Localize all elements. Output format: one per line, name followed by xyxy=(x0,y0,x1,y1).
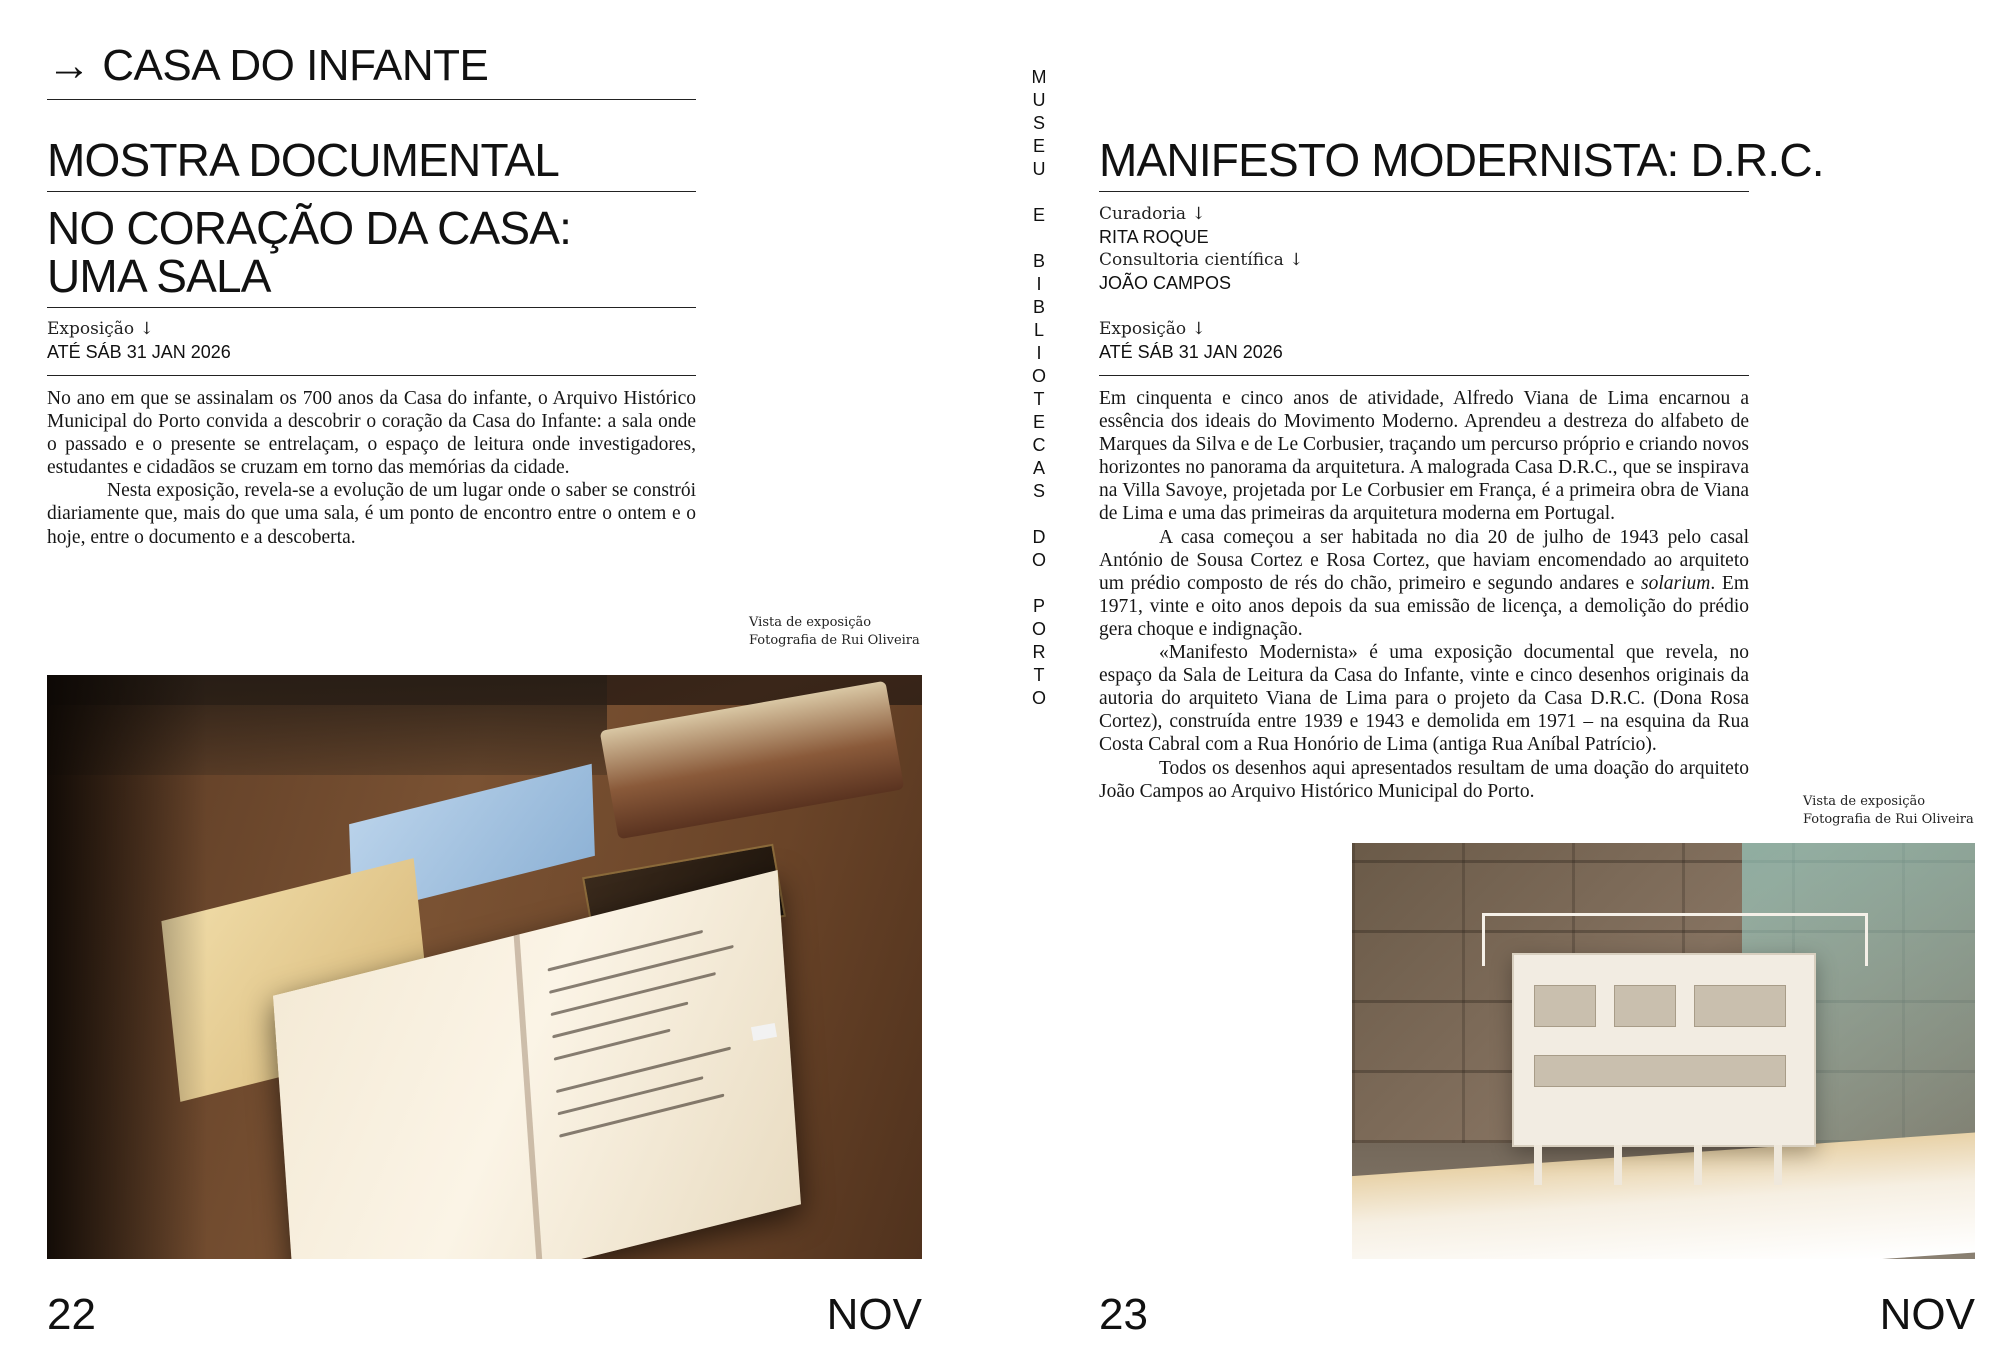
vertical-label-letter: B xyxy=(1032,251,1045,271)
vertical-label-letter: E xyxy=(1032,205,1045,225)
page-number: 23 xyxy=(1099,1290,1148,1339)
exhibition-photo-architectural-model xyxy=(1352,843,1975,1259)
consultant-label: Consultoria científica ↓ xyxy=(1099,250,1304,270)
vertical-label-letter: U xyxy=(1032,159,1046,179)
exhibition-description xyxy=(1099,387,1749,803)
vertical-label-letter: S xyxy=(1032,481,1045,501)
caption-credit: Fotografia de Rui Oliveira xyxy=(1803,812,1974,827)
page-month: NOV xyxy=(1879,1290,1975,1339)
divider xyxy=(47,375,696,376)
description-paragraph: No ano em que se assinalam os 700 anos da Casa do infante, o Arquivo Histórico Municipal do Porto convida a descobrir o coração da Casa do Infante: a sala onde o passado e o presente se entrelaçam, o espaço de leitura onde investigadores, estudantes e cidadãos se cruzam em torno das memórias da cidade. xyxy=(47,388,696,479)
vertical-label-letter: E xyxy=(1032,412,1045,432)
venue-heading: → CASA DO INFANTE xyxy=(47,41,489,90)
exhibition-type-label: Exposição ↓ xyxy=(1099,319,1206,339)
description-paragraph: «Manifesto Modernista» é uma exposição documental que revela, no espaço da Sala de Leitura da Casa do Infante, vinte e cinco desenhos originais da autoria do arquiteto Viana de Lima para o projeto da Casa D.R.C. (Dona Rosa Cortez), construída entre 1939 e 1943 e demolida em 1971 – na esquina da Rua Costa Cabral com a Rua Honório de Lima (antiga Rua Aníbal Patrício). xyxy=(1099,642,1749,756)
italic-term: solarium xyxy=(1641,572,1711,594)
curator-name: RITA ROQUE xyxy=(1099,227,1209,247)
exhibition-photo-archive-manuscripts xyxy=(47,675,922,1259)
vertical-label-letter: D xyxy=(1032,527,1046,547)
curator-label: Curadoria ↓ xyxy=(1099,204,1206,224)
exhibition-title-line1: NO CORAÇÃO DA CASA: xyxy=(47,202,572,254)
text-span: A casa começou a ser habitada no dia 20 de julho de 1943 pelo casal António de Sousa Cortez e Rosa Cortez, que haviam encomendado ao arquiteto um prédio composto de rés do chão, primeiro e segundo andares e xyxy=(1099,526,1749,594)
description-paragraph: Todos os desenhos aqui apresentados resultam de uma doação do arquiteto João Campos ao Arquivo Histórico Municipal do Porto. xyxy=(1099,757,1749,802)
vertical-label-letter: A xyxy=(1032,458,1045,478)
caption-credit: Fotografia de Rui Oliveira xyxy=(749,633,920,648)
exhibition-dates: ATÉ SÁB 31 JAN 2026 xyxy=(1099,342,1283,362)
vertical-label-letter: O xyxy=(1031,550,1046,570)
vertical-label-letter: C xyxy=(1032,435,1046,455)
exhibition-type-label: Exposição ↓ xyxy=(47,319,154,339)
vertical-label-letter: O xyxy=(1031,366,1046,386)
vertical-label-letter: U xyxy=(1032,90,1046,110)
vertical-label-letter: M xyxy=(1031,67,1047,87)
exhibition-title-line2: UMA SALA xyxy=(47,250,271,302)
vertical-label-letter: R xyxy=(1032,642,1046,662)
divider xyxy=(1099,375,1749,376)
exhibition-dates: ATÉ SÁB 31 JAN 2026 xyxy=(47,342,231,362)
description-paragraph: Nesta exposição, revela-se a evolução de um lugar onde o saber se constrói diariamente que, mais do que uma sala, é um ponto de encontro entre o ontem e o hoje, entre o documento e a descoberta. xyxy=(47,480,696,548)
caption-line: Vista de exposição xyxy=(1803,794,1926,809)
vertical-label-letter: S xyxy=(1032,113,1045,133)
vertical-label-letter: I xyxy=(1036,274,1042,294)
vertical-label-letter: I xyxy=(1036,343,1042,363)
vertical-label-letter: L xyxy=(1033,320,1044,340)
category-title: MOSTRA DOCUMENTAL xyxy=(47,134,560,186)
caption-line: Vista de exposição xyxy=(749,615,872,630)
description-paragraph: Em cinquenta e cinco anos de atividade, Alfredo Viana de Lima encarnou a essência dos ideais do Movimento Moderno. Aprendeu a destreza do alfabeto de Marques da Silva e de Le Corbusier, traçando um percurso próprio e criando novos horizontes no panorama da arquitetura. A malograda Casa D.R.C., que se inspirava na Villa Savoye, projetada por Le Corbusier em França, é a primeira obra de Viana de Lima e uma das primeiras da arquitetura moderna em Portugal. xyxy=(1099,388,1749,525)
photo-caption xyxy=(749,614,920,650)
exhibition-description xyxy=(47,387,696,549)
divider xyxy=(47,99,696,100)
vertical-label-letter: T xyxy=(1033,389,1045,409)
description-paragraph xyxy=(1099,526,1749,641)
vertical-label-letter: O xyxy=(1031,688,1046,708)
page-month: NOV xyxy=(826,1290,922,1339)
vertical-label-letter: B xyxy=(1032,297,1045,317)
divider xyxy=(47,191,696,192)
text-span: . Em 1971, vinte e oito anos depois da sua emissão de licença, a demolição do prédio gera choque e indignação. xyxy=(1099,572,1749,640)
exhibition-title: MANIFESTO MODERNISTA: D.R.C. xyxy=(1099,134,1824,186)
page-number: 22 xyxy=(47,1290,96,1339)
consultant-name: JOÃO CAMPOS xyxy=(1099,273,1232,293)
vertical-label-letter: P xyxy=(1032,596,1045,616)
divider xyxy=(1099,191,1749,192)
vertical-label-letter: E xyxy=(1032,136,1045,156)
divider xyxy=(47,307,696,308)
vertical-label-letter: T xyxy=(1033,665,1045,685)
vertical-label-letter: O xyxy=(1031,619,1046,639)
photo-caption xyxy=(1803,793,1974,829)
